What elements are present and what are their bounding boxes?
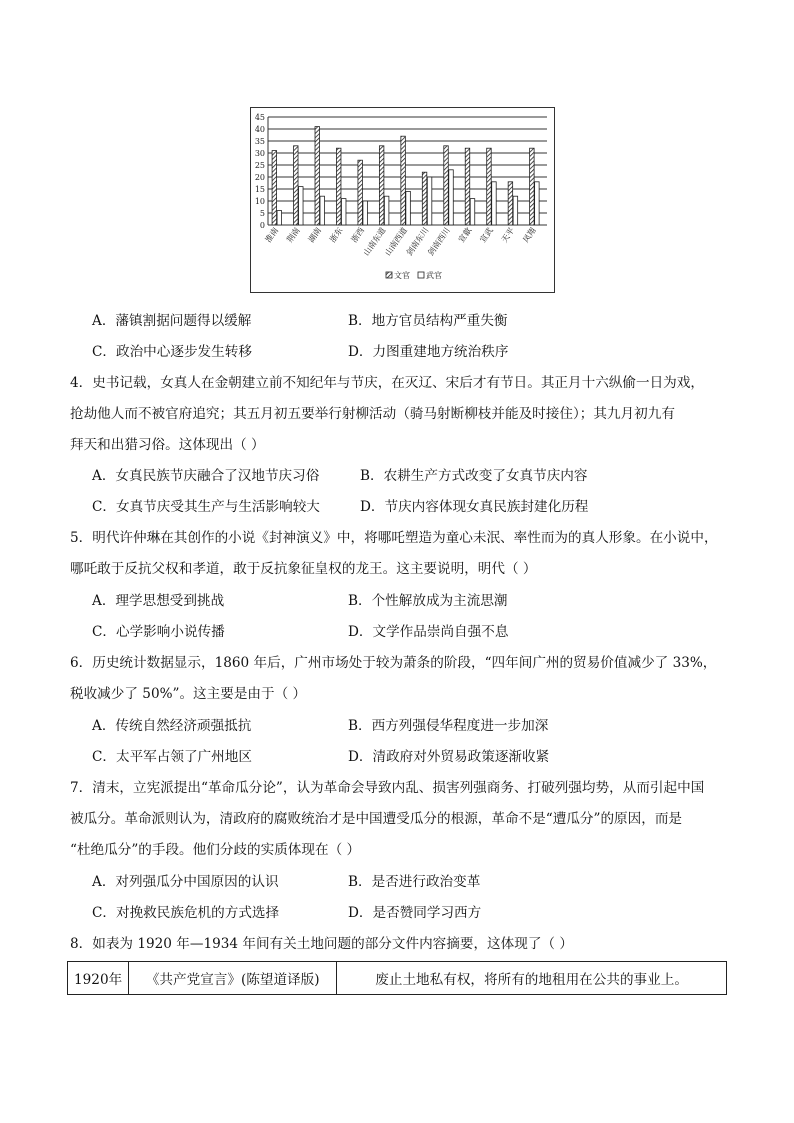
q3-option-a[interactable]: A．藩镇割据问题得以缓解 [92, 313, 252, 329]
q4-stem-line-2: 抢劫他人而不被官府追究；其五月初五要举行射柳活动（骑马射断柳枝并能及时接住）；其九月初九有 [70, 406, 675, 422]
bar-wenguan [422, 172, 427, 225]
q8-stem-line-1: 8．如表为 1920 年—1934 年间有关土地问题的部分文件内容摘要，这体现了（ ） [70, 936, 573, 952]
bar-wuguan [277, 211, 282, 225]
officials-bar-chart [250, 107, 555, 293]
x-tick-label: 山南东道 [361, 225, 388, 258]
bar-wenguan [294, 146, 299, 225]
q3-option-d[interactable]: D．力图重建地方统治秩序 [348, 344, 509, 360]
bar-wenguan [272, 151, 277, 225]
q4-stem-line-3: 拜天和出猎习俗。这体现出（ ） [70, 437, 265, 453]
bar-wuguan [449, 170, 454, 225]
x-tick-label: 淮南 [263, 225, 281, 245]
legend-label-wenguan: 文官 [394, 271, 410, 280]
x-tick-label: 宣歙 [456, 225, 474, 245]
q5-option-a[interactable]: A．理学思想受到挑战 [92, 593, 225, 609]
y-tick-label: 45 [254, 113, 265, 122]
bar-wuguan [535, 182, 540, 225]
bar-wuguan [384, 196, 389, 225]
table-cell-document: 《共产党宣言》(陈望道译版) [129, 962, 337, 995]
bar-wenguan [379, 146, 384, 225]
x-tick-label: 剑南东川 [404, 225, 431, 258]
y-tick-label: 25 [254, 161, 265, 170]
q5-stem-line-2: 哪吒敢于反抗父权和孝道，敢于反抗象征皇权的龙王。这主要说明，明代（ ） [70, 561, 537, 577]
legend-swatch-wuguan [418, 272, 424, 278]
q4-option-c[interactable]: C．女真节庆受其生产与生活影响较大 [92, 499, 320, 515]
bar-wenguan [401, 136, 406, 225]
q6-stem-line-2: 税收减少了 50%”。这主要是由于（ ） [70, 686, 307, 702]
y-tick-label: 15 [254, 185, 265, 194]
chart-svg [251, 108, 556, 294]
q7-option-a[interactable]: A．对列强瓜分中国原因的认识 [92, 874, 279, 890]
q4-stem-line-1: 4．史书记载，女真人在金朝建立前不知纪年与节庆，在灭辽、宋后才有节日。其正月十六纵偷一日为戏， [70, 375, 704, 391]
q5-stem-line-1: 5．明代许仲琳在其创作的小说《封神演义》中，将哪吒塑造为童心未泯、率性而为的真人形象。在小说中， [70, 530, 718, 546]
y-tick-label: 30 [254, 149, 265, 158]
q7-stem-line-3: “杜绝瓜分”的手段。他们分歧的实质体现在（ ） [70, 842, 361, 858]
table-cell-content: 废止土地私有权，将所有的地租用在公共的事业上。 [337, 962, 727, 995]
x-tick-label: 山南西道 [383, 225, 409, 258]
q7-option-d[interactable]: D．是否赞同学习西方 [348, 905, 482, 921]
y-tick-label: 40 [254, 125, 265, 134]
bar-wuguan [513, 196, 518, 225]
y-tick-label: 10 [254, 197, 265, 206]
q4-option-d[interactable]: D．节庆内容体现女真民族封建化历程 [360, 499, 589, 515]
q7-stem-line-1: 7．清末，立宪派提出“革命瓜分论”，认为革命会导致内乱、损害列强商务、打破列强均势，从而引起中国 [70, 780, 705, 796]
bar-wuguan [363, 201, 368, 225]
q5-option-b[interactable]: B．个性解放成为主流思潮 [348, 593, 508, 609]
legend-swatch-wenguan [386, 272, 392, 278]
q6-option-c[interactable]: C．太平军占领了广州地区 [92, 749, 252, 765]
q6-stem-line-1: 6．历史统计数据显示，1860 年后，广州市场处于较为萧条的阶段，“四年间广州的贸易价值减少了 33%， [70, 655, 717, 671]
bar-wuguan [492, 182, 497, 225]
table-cell-year: 1920年 [68, 962, 129, 995]
q3-option-b[interactable]: B．地方官员结构严重失衡 [348, 313, 508, 329]
bar-wenguan [336, 148, 341, 225]
q8-table [67, 961, 727, 995]
bar-wenguan [358, 160, 363, 225]
x-tick-label: 浙东 [328, 225, 345, 245]
bar-wenguan [315, 127, 320, 225]
q6-option-b[interactable]: B．西方列强侵华程度进一步加深 [348, 718, 549, 734]
y-tick-label: 5 [259, 209, 265, 218]
x-tick-label: 天平 [499, 225, 517, 245]
y-tick-label: 20 [254, 173, 265, 182]
x-tick-label: 剑南西川 [426, 225, 452, 258]
x-tick-label: 宣武 [478, 225, 495, 245]
y-tick-label: 0 [259, 221, 265, 230]
q7-stem-line-2: 被瓜分。革命派则认为，清政府的腐败统治才是中国遭受瓜分的根源，革命不是“遭瓜分”的原因，而是 [70, 811, 683, 827]
bar-wenguan [465, 148, 470, 225]
bar-wuguan [341, 199, 346, 225]
bar-wenguan [508, 182, 512, 225]
bar-wenguan [487, 148, 492, 225]
q7-option-c[interactable]: C．对挽救民族危机的方式选择 [92, 905, 280, 921]
bar-wuguan [427, 177, 432, 225]
bar-wuguan [320, 196, 325, 225]
bar-wuguan [406, 191, 411, 225]
q6-option-a[interactable]: A．传统自然经济顽强抵抗 [92, 718, 252, 734]
q5-option-c[interactable]: C．心学影响小说传播 [92, 624, 225, 640]
bar-wenguan [444, 146, 449, 225]
x-tick-label: 凤翔 [521, 225, 538, 245]
y-tick-label: 35 [254, 137, 265, 146]
q7-option-b[interactable]: B．是否进行政治变革 [348, 874, 481, 890]
bar-wenguan [530, 148, 535, 225]
bar-wuguan [470, 199, 475, 225]
q4-option-a[interactable]: A．女真民族节庆融合了汉地节庆习俗 [92, 468, 320, 484]
table-row [68, 962, 727, 995]
bar-wuguan [299, 187, 304, 225]
q6-option-d[interactable]: D．清政府对外贸易政策逐渐收紧 [348, 749, 550, 765]
x-tick-label: 湖南 [306, 225, 324, 245]
q3-option-c[interactable]: C．政治中心逐步发生转移 [92, 344, 252, 360]
x-tick-label: 荆南 [285, 225, 302, 245]
legend-label-wuguan: 武官 [426, 271, 442, 280]
q5-option-d[interactable]: D．文学作品崇尚自强不息 [348, 624, 509, 640]
q4-option-b[interactable]: B．农耕生产方式改变了女真节庆内容 [360, 468, 588, 484]
x-tick-label: 浙西 [349, 225, 367, 245]
